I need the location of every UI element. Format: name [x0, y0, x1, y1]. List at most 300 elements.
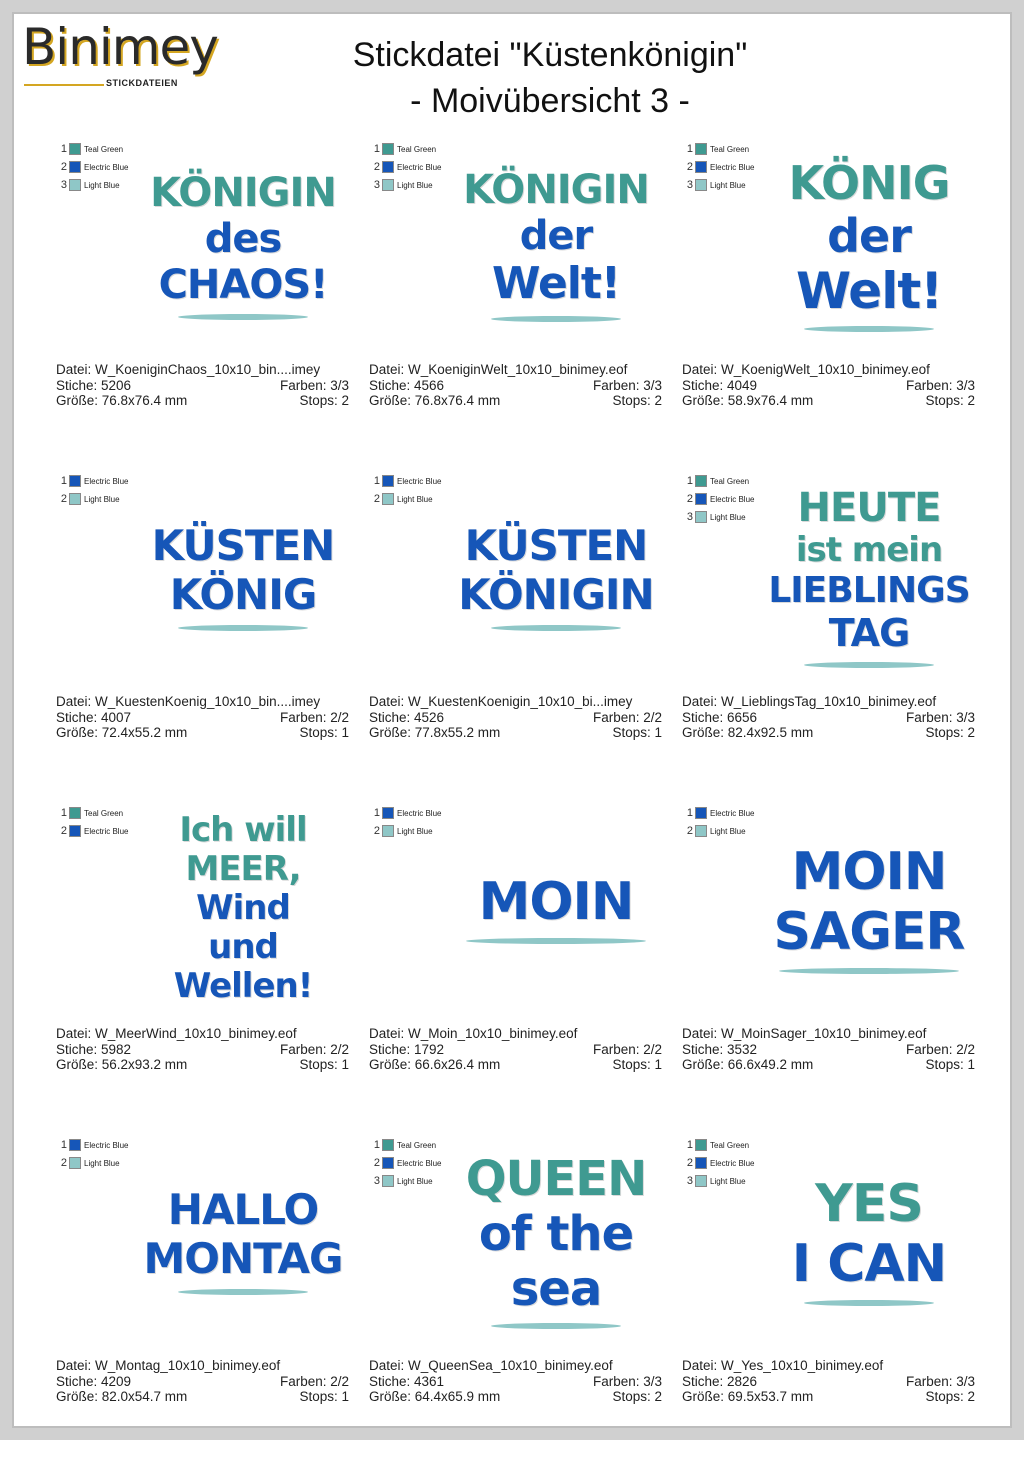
- stop-count: Stops: 2: [612, 393, 662, 408]
- design-size: Größe: 82.4x92.5 mm: [682, 725, 814, 740]
- file-name-row: Datei: W_KuestenKoenigin_10x10_bi...imey: [369, 694, 633, 709]
- design-text-line: TAG: [828, 610, 910, 655]
- size-row: [369, 1389, 662, 1405]
- color-swatch: [382, 1139, 394, 1151]
- size-row: [369, 725, 662, 741]
- legend-row: [60, 158, 128, 176]
- stop-count: Stops: 1: [612, 725, 662, 740]
- legend-row: [60, 176, 128, 194]
- color-legend: [686, 472, 754, 526]
- legend-color-name: Light Blue: [397, 494, 433, 504]
- design-text-line: ist mein: [795, 530, 943, 571]
- legend-number: 1: [686, 1139, 693, 1151]
- size-row: [369, 1057, 662, 1073]
- legend-number: 2: [686, 493, 693, 505]
- design-size: Größe: 66.6x26.4 mm: [369, 1057, 501, 1072]
- legend-color-name: Electric Blue: [84, 1140, 129, 1150]
- color-swatch: [69, 1157, 81, 1169]
- design-text-line: Welt!: [795, 261, 943, 320]
- design-card: [48, 1128, 361, 1460]
- stop-count: Stops: 1: [925, 1057, 975, 1072]
- stitches-row: [682, 710, 975, 726]
- legend-number: 1: [686, 143, 693, 155]
- design-text-line: MEER,: [185, 848, 301, 889]
- legend-row: [373, 804, 441, 822]
- color-legend: [60, 1136, 128, 1172]
- design-text-line: der: [827, 208, 911, 263]
- file-info: [682, 1358, 975, 1405]
- color-count: Farben: 2/2: [279, 1041, 349, 1057]
- file-name-row: Datei: W_Yes_10x10_binimey.eof: [682, 1358, 884, 1373]
- design-text-line: of the: [478, 1205, 634, 1262]
- legend-color-name: Light Blue: [84, 1158, 120, 1168]
- file-name-row: Datei: W_KoenigWelt_10x10_binimey.eof: [682, 362, 930, 377]
- stitch-count: Stiche: 4007: [56, 709, 132, 725]
- color-count: Farben: 3/3: [279, 377, 349, 393]
- stop-count: Stops: 2: [925, 725, 975, 740]
- legend-color-name: Electric Blue: [710, 494, 755, 504]
- design-text-line: LIEBLINGS: [768, 570, 970, 612]
- color-swatch: [69, 807, 81, 819]
- legend-color-name: Light Blue: [397, 826, 433, 836]
- color-swatch: [382, 143, 394, 155]
- design-size: Größe: 66.6x49.2 mm: [682, 1057, 814, 1072]
- color-count: Farben: 3/3: [905, 377, 975, 393]
- legend-row: [686, 1172, 754, 1190]
- color-count: Farben: 3/3: [592, 377, 662, 393]
- design-size: Größe: 76.8x76.4 mm: [369, 393, 501, 408]
- stitch-count: Stiche: 2826: [682, 1373, 758, 1389]
- stitches-row: [369, 1042, 662, 1058]
- embroidery-design-preview: [754, 806, 984, 1011]
- legend-row: [686, 1136, 754, 1154]
- design-card: [361, 1128, 674, 1460]
- design-text-line: SAGER: [773, 901, 965, 962]
- color-count: Farben: 2/2: [279, 709, 349, 725]
- stop-count: Stops: 1: [299, 1389, 349, 1404]
- legend-color-name: Electric Blue: [397, 162, 442, 172]
- design-text-line: Wind: [196, 887, 290, 928]
- file-name-row: Datei: W_KuestenKoenig_10x10_bin....imey: [56, 694, 321, 709]
- legend-number: 1: [373, 807, 380, 819]
- legend-color-name: Teal Green: [710, 476, 750, 486]
- color-swatch: [69, 825, 81, 837]
- legend-color-name: Electric Blue: [84, 162, 129, 172]
- stitches-row: [56, 1374, 349, 1390]
- color-swatch: [382, 475, 394, 487]
- legend-row: [686, 176, 754, 194]
- stitches-row: [56, 1042, 349, 1058]
- stitch-count: Stiche: 5206: [56, 377, 132, 393]
- color-swatch: [695, 493, 707, 505]
- legend-number: 2: [60, 161, 67, 173]
- color-legend: [373, 1136, 441, 1190]
- size-row: [369, 393, 662, 409]
- embroidery-design-preview: [441, 1138, 671, 1343]
- design-size: Größe: 72.4x55.2 mm: [56, 725, 188, 740]
- stitch-count: Stiche: 4361: [369, 1373, 445, 1389]
- design-size: Größe: 69.5x53.7 mm: [682, 1389, 814, 1404]
- legend-row: [373, 140, 441, 158]
- design-text-line: QUEEN: [465, 1150, 647, 1207]
- design-underline: [178, 314, 308, 320]
- legend-color-name: Teal Green: [84, 808, 124, 818]
- legend-number: 1: [686, 475, 693, 487]
- legend-color-name: Teal Green: [397, 144, 437, 154]
- page-title: Stickdatei "Küstenkönigin": [352, 36, 748, 74]
- color-swatch: [69, 143, 81, 155]
- design-text-line: Welt!: [492, 258, 620, 310]
- legend-color-name: Teal Green: [710, 144, 750, 154]
- file-info: [369, 1358, 662, 1405]
- legend-row: [60, 804, 128, 822]
- color-count: Farben: 2/2: [279, 1373, 349, 1389]
- design-size: Größe: 82.0x54.7 mm: [56, 1389, 188, 1404]
- binimey-logo: [22, 18, 218, 88]
- color-count: Farben: 2/2: [905, 1041, 975, 1057]
- design-card: [674, 132, 987, 464]
- legend-color-name: Light Blue: [84, 494, 120, 504]
- embroidery-design-preview: [754, 474, 984, 679]
- color-swatch: [382, 1175, 394, 1187]
- file-info: [682, 1026, 975, 1073]
- design-text-line: Wellen!: [173, 966, 313, 1007]
- design-text-line: KÖNIGIN: [463, 167, 649, 214]
- legend-number: 3: [686, 1175, 693, 1187]
- design-text-line: MOIN: [791, 841, 947, 902]
- color-swatch: [695, 1157, 707, 1169]
- legend-number: 1: [60, 143, 67, 155]
- stitch-count: Stiche: 4049: [682, 377, 758, 393]
- embroidery-design-preview: [128, 806, 358, 1011]
- legend-color-name: Light Blue: [397, 1176, 433, 1186]
- legend-number: 2: [686, 1157, 693, 1169]
- stitch-count: Stiche: 1792: [369, 1041, 445, 1057]
- legend-row: [60, 490, 128, 508]
- stop-count: Stops: 2: [612, 1389, 662, 1404]
- legend-number: 1: [60, 1139, 67, 1151]
- file-name-row: Datei: W_Montag_10x10_binimey.eof: [56, 1358, 281, 1373]
- color-count: Farben: 3/3: [905, 1373, 975, 1389]
- size-row: [56, 1057, 349, 1073]
- design-underline: [804, 326, 934, 332]
- design-underline: [804, 662, 934, 668]
- legend-number: 2: [686, 161, 693, 173]
- embroidery-design-preview: [128, 1138, 358, 1343]
- embroidery-design-preview: [754, 142, 984, 347]
- design-text-line: KÜSTEN: [464, 521, 648, 571]
- embroidery-design-preview: [128, 474, 358, 679]
- size-row: [56, 393, 349, 409]
- color-swatch: [69, 493, 81, 505]
- legend-number: 2: [373, 161, 380, 173]
- color-swatch: [382, 1157, 394, 1169]
- design-card: [361, 132, 674, 464]
- design-text-line: MONTAG: [143, 1233, 343, 1283]
- color-legend: [60, 140, 128, 194]
- legend-color-name: Teal Green: [84, 144, 124, 154]
- embroidery-design-preview: [128, 142, 358, 347]
- legend-number: 1: [373, 475, 380, 487]
- stitches-row: [682, 378, 975, 394]
- design-text-line: der: [519, 213, 593, 260]
- file-info: [56, 1026, 349, 1073]
- legend-number: 3: [373, 1175, 380, 1187]
- legend-row: [686, 140, 754, 158]
- color-swatch: [695, 475, 707, 487]
- file-name-row: Datei: W_QueenSea_10x10_binimey.eof: [369, 1358, 613, 1373]
- legend-row: [60, 472, 128, 490]
- legend-row: [60, 1136, 128, 1154]
- stitches-row: [682, 1374, 975, 1390]
- embroidery-design-preview: [754, 1138, 984, 1343]
- design-card: [674, 464, 987, 796]
- legend-row: [686, 490, 754, 508]
- legend-row: [373, 1154, 441, 1172]
- stitch-count: Stiche: 5982: [56, 1041, 132, 1057]
- color-swatch: [695, 825, 707, 837]
- file-info: [369, 1026, 662, 1073]
- legend-number: 2: [373, 1157, 380, 1169]
- color-swatch: [382, 179, 394, 191]
- design-text-line: KÖNIGIN: [150, 169, 336, 216]
- legend-number: 1: [60, 807, 67, 819]
- embroidery-design-preview: [441, 806, 671, 1011]
- legend-color-name: Light Blue: [710, 1176, 746, 1186]
- file-name-row: Datei: W_Moin_10x10_binimey.eof: [369, 1026, 578, 1041]
- color-legend: [373, 804, 441, 840]
- stop-count: Stops: 1: [612, 1057, 662, 1072]
- color-swatch: [695, 1175, 707, 1187]
- legend-row: [373, 822, 441, 840]
- stitches-row: [56, 710, 349, 726]
- legend-number: 1: [60, 475, 67, 487]
- color-legend: [686, 804, 754, 840]
- file-info: [682, 694, 975, 741]
- design-text-line: YES: [815, 1173, 923, 1234]
- legend-color-name: Light Blue: [710, 180, 746, 190]
- stitches-row: [369, 378, 662, 394]
- design-card: [48, 132, 361, 464]
- legend-color-name: Light Blue: [397, 180, 433, 190]
- legend-color-name: Electric Blue: [710, 808, 755, 818]
- design-text-line: KÖNIG: [788, 155, 950, 210]
- color-swatch: [695, 143, 707, 155]
- design-size: Größe: 76.8x76.4 mm: [56, 393, 188, 408]
- legend-row: [373, 158, 441, 176]
- stitch-count: Stiche: 4566: [369, 377, 445, 393]
- file-name-row: Datei: W_LieblingsTag_10x10_binimey.eof: [682, 694, 937, 709]
- file-info: [369, 694, 662, 741]
- file-name-row: Datei: W_MoinSager_10x10_binimey.eof: [682, 1026, 927, 1041]
- design-underline: [491, 625, 621, 631]
- design-text-line: Ich will: [179, 809, 307, 850]
- embroidery-design-preview: [441, 474, 671, 679]
- file-info: [56, 694, 349, 741]
- design-size: Größe: 58.9x76.4 mm: [682, 393, 814, 408]
- file-name-row: Datei: W_KoeniginChaos_10x10_bin....imey: [56, 362, 321, 377]
- color-swatch: [695, 1139, 707, 1151]
- legend-number: 3: [686, 511, 693, 523]
- color-swatch: [69, 179, 81, 191]
- file-info: [56, 1358, 349, 1405]
- color-count: Farben: 2/2: [592, 1041, 662, 1057]
- design-card: [48, 464, 361, 796]
- size-row: [682, 393, 975, 409]
- design-underline: [779, 968, 959, 974]
- legend-color-name: Teal Green: [710, 1140, 750, 1150]
- stitches-row: [682, 1042, 975, 1058]
- design-text-line: HALLO: [167, 1185, 319, 1235]
- legend-row: [686, 1154, 754, 1172]
- legend-row: [686, 822, 754, 840]
- legend-color-name: Light Blue: [710, 512, 746, 522]
- stop-count: Stops: 2: [299, 393, 349, 408]
- logo-name: Binimey: [22, 18, 218, 76]
- design-underline: [491, 1323, 621, 1329]
- legend-row: [373, 472, 441, 490]
- color-swatch: [695, 161, 707, 173]
- file-info: [369, 362, 662, 409]
- legend-number: 3: [686, 179, 693, 191]
- design-text-line: CHAOS!: [158, 261, 328, 308]
- legend-row: [686, 158, 754, 176]
- size-row: [56, 725, 349, 741]
- color-legend: [60, 472, 128, 508]
- legend-number: 2: [60, 825, 67, 837]
- stitch-count: Stiche: 4209: [56, 1373, 132, 1389]
- legend-number: 2: [373, 493, 380, 505]
- legend-number: 1: [373, 143, 380, 155]
- color-count: Farben: 3/3: [592, 1373, 662, 1389]
- legend-color-name: Electric Blue: [710, 162, 755, 172]
- color-swatch: [695, 511, 707, 523]
- design-underline: [804, 1300, 934, 1306]
- design-size: Größe: 77.8x55.2 mm: [369, 725, 501, 740]
- logo-underline: [24, 84, 104, 86]
- design-card: [48, 796, 361, 1128]
- design-card: [361, 796, 674, 1128]
- color-legend: [373, 140, 441, 194]
- legend-number: 2: [686, 825, 693, 837]
- design-card: [674, 1128, 987, 1460]
- legend-row: [373, 176, 441, 194]
- design-grid: [48, 132, 988, 1412]
- size-row: [682, 1389, 975, 1405]
- legend-color-name: Light Blue: [710, 826, 746, 836]
- design-card: [361, 464, 674, 796]
- legend-row: [686, 508, 754, 526]
- size-row: [682, 1057, 975, 1073]
- stop-count: Stops: 2: [925, 1389, 975, 1404]
- color-legend: [686, 140, 754, 194]
- legend-number: 2: [373, 825, 380, 837]
- legend-row: [686, 804, 754, 822]
- design-underline: [178, 1289, 308, 1295]
- legend-number: 3: [373, 179, 380, 191]
- stop-count: Stops: 2: [925, 393, 975, 408]
- design-underline: [466, 938, 646, 944]
- legend-row: [373, 1136, 441, 1154]
- stop-count: Stops: 1: [299, 1057, 349, 1072]
- design-underline: [178, 625, 308, 631]
- color-count: Farben: 3/3: [905, 709, 975, 725]
- file-name-row: Datei: W_KoeniginWelt_10x10_binimey.eof: [369, 362, 628, 377]
- legend-color-name: Electric Blue: [710, 1158, 755, 1168]
- legend-row: [686, 472, 754, 490]
- design-text-line: und: [208, 927, 278, 968]
- color-swatch: [382, 161, 394, 173]
- design-size: Größe: 56.2x93.2 mm: [56, 1057, 188, 1072]
- stitches-row: [369, 710, 662, 726]
- stitch-count: Stiche: 3532: [682, 1041, 758, 1057]
- legend-color-name: Electric Blue: [397, 1158, 442, 1168]
- color-legend: [60, 804, 128, 840]
- legend-number: 2: [60, 1157, 67, 1169]
- design-text-line: KÜSTEN: [151, 521, 335, 571]
- logo-subtitle: STICKDATEIEN: [106, 78, 178, 88]
- design-text-line: HEUTE: [797, 485, 941, 532]
- legend-color-name: Electric Blue: [84, 476, 129, 486]
- stop-count: Stops: 1: [299, 725, 349, 740]
- color-swatch: [382, 825, 394, 837]
- stitch-count: Stiche: 6656: [682, 709, 758, 725]
- legend-color-name: Electric Blue: [84, 826, 129, 836]
- stitches-row: [369, 1374, 662, 1390]
- design-text-line: KÖNIG: [169, 569, 317, 619]
- legend-color-name: Teal Green: [397, 1140, 437, 1150]
- design-underline: [491, 316, 621, 322]
- design-card: [674, 796, 987, 1128]
- color-count: Farben: 2/2: [592, 709, 662, 725]
- color-swatch: [382, 493, 394, 505]
- page-subtitle: - Moivübersicht 3 -: [410, 82, 690, 120]
- legend-number: 3: [60, 179, 67, 191]
- design-size: Größe: 64.4x65.9 mm: [369, 1389, 501, 1404]
- design-text-line: des: [204, 215, 282, 262]
- legend-row: [373, 490, 441, 508]
- file-info: [682, 362, 975, 409]
- design-text-line: sea: [510, 1261, 602, 1318]
- design-text-line: I CAN: [791, 1233, 947, 1294]
- color-legend: [373, 472, 441, 508]
- legend-number: 1: [373, 1139, 380, 1151]
- legend-row: [60, 822, 128, 840]
- color-legend: [686, 1136, 754, 1190]
- color-swatch: [695, 807, 707, 819]
- color-swatch: [382, 807, 394, 819]
- color-swatch: [69, 161, 81, 173]
- legend-color-name: Electric Blue: [397, 808, 442, 818]
- legend-row: [60, 140, 128, 158]
- file-info: [56, 362, 349, 409]
- legend-row: [60, 1154, 128, 1172]
- legend-color-name: Electric Blue: [397, 476, 442, 486]
- size-row: [56, 1389, 349, 1405]
- file-name-row: Datei: W_MeerWind_10x10_binimey.eof: [56, 1026, 297, 1041]
- design-text-line: KÖNIGIN: [458, 569, 654, 619]
- stitches-row: [56, 378, 349, 394]
- stitch-count: Stiche: 4526: [369, 709, 445, 725]
- color-swatch: [695, 179, 707, 191]
- legend-row: [373, 1172, 441, 1190]
- size-row: [682, 725, 975, 741]
- design-text-line: MOIN: [478, 871, 634, 932]
- legend-number: 1: [686, 807, 693, 819]
- legend-number: 2: [60, 493, 67, 505]
- color-swatch: [69, 475, 81, 487]
- embroidery-design-preview: [441, 142, 671, 347]
